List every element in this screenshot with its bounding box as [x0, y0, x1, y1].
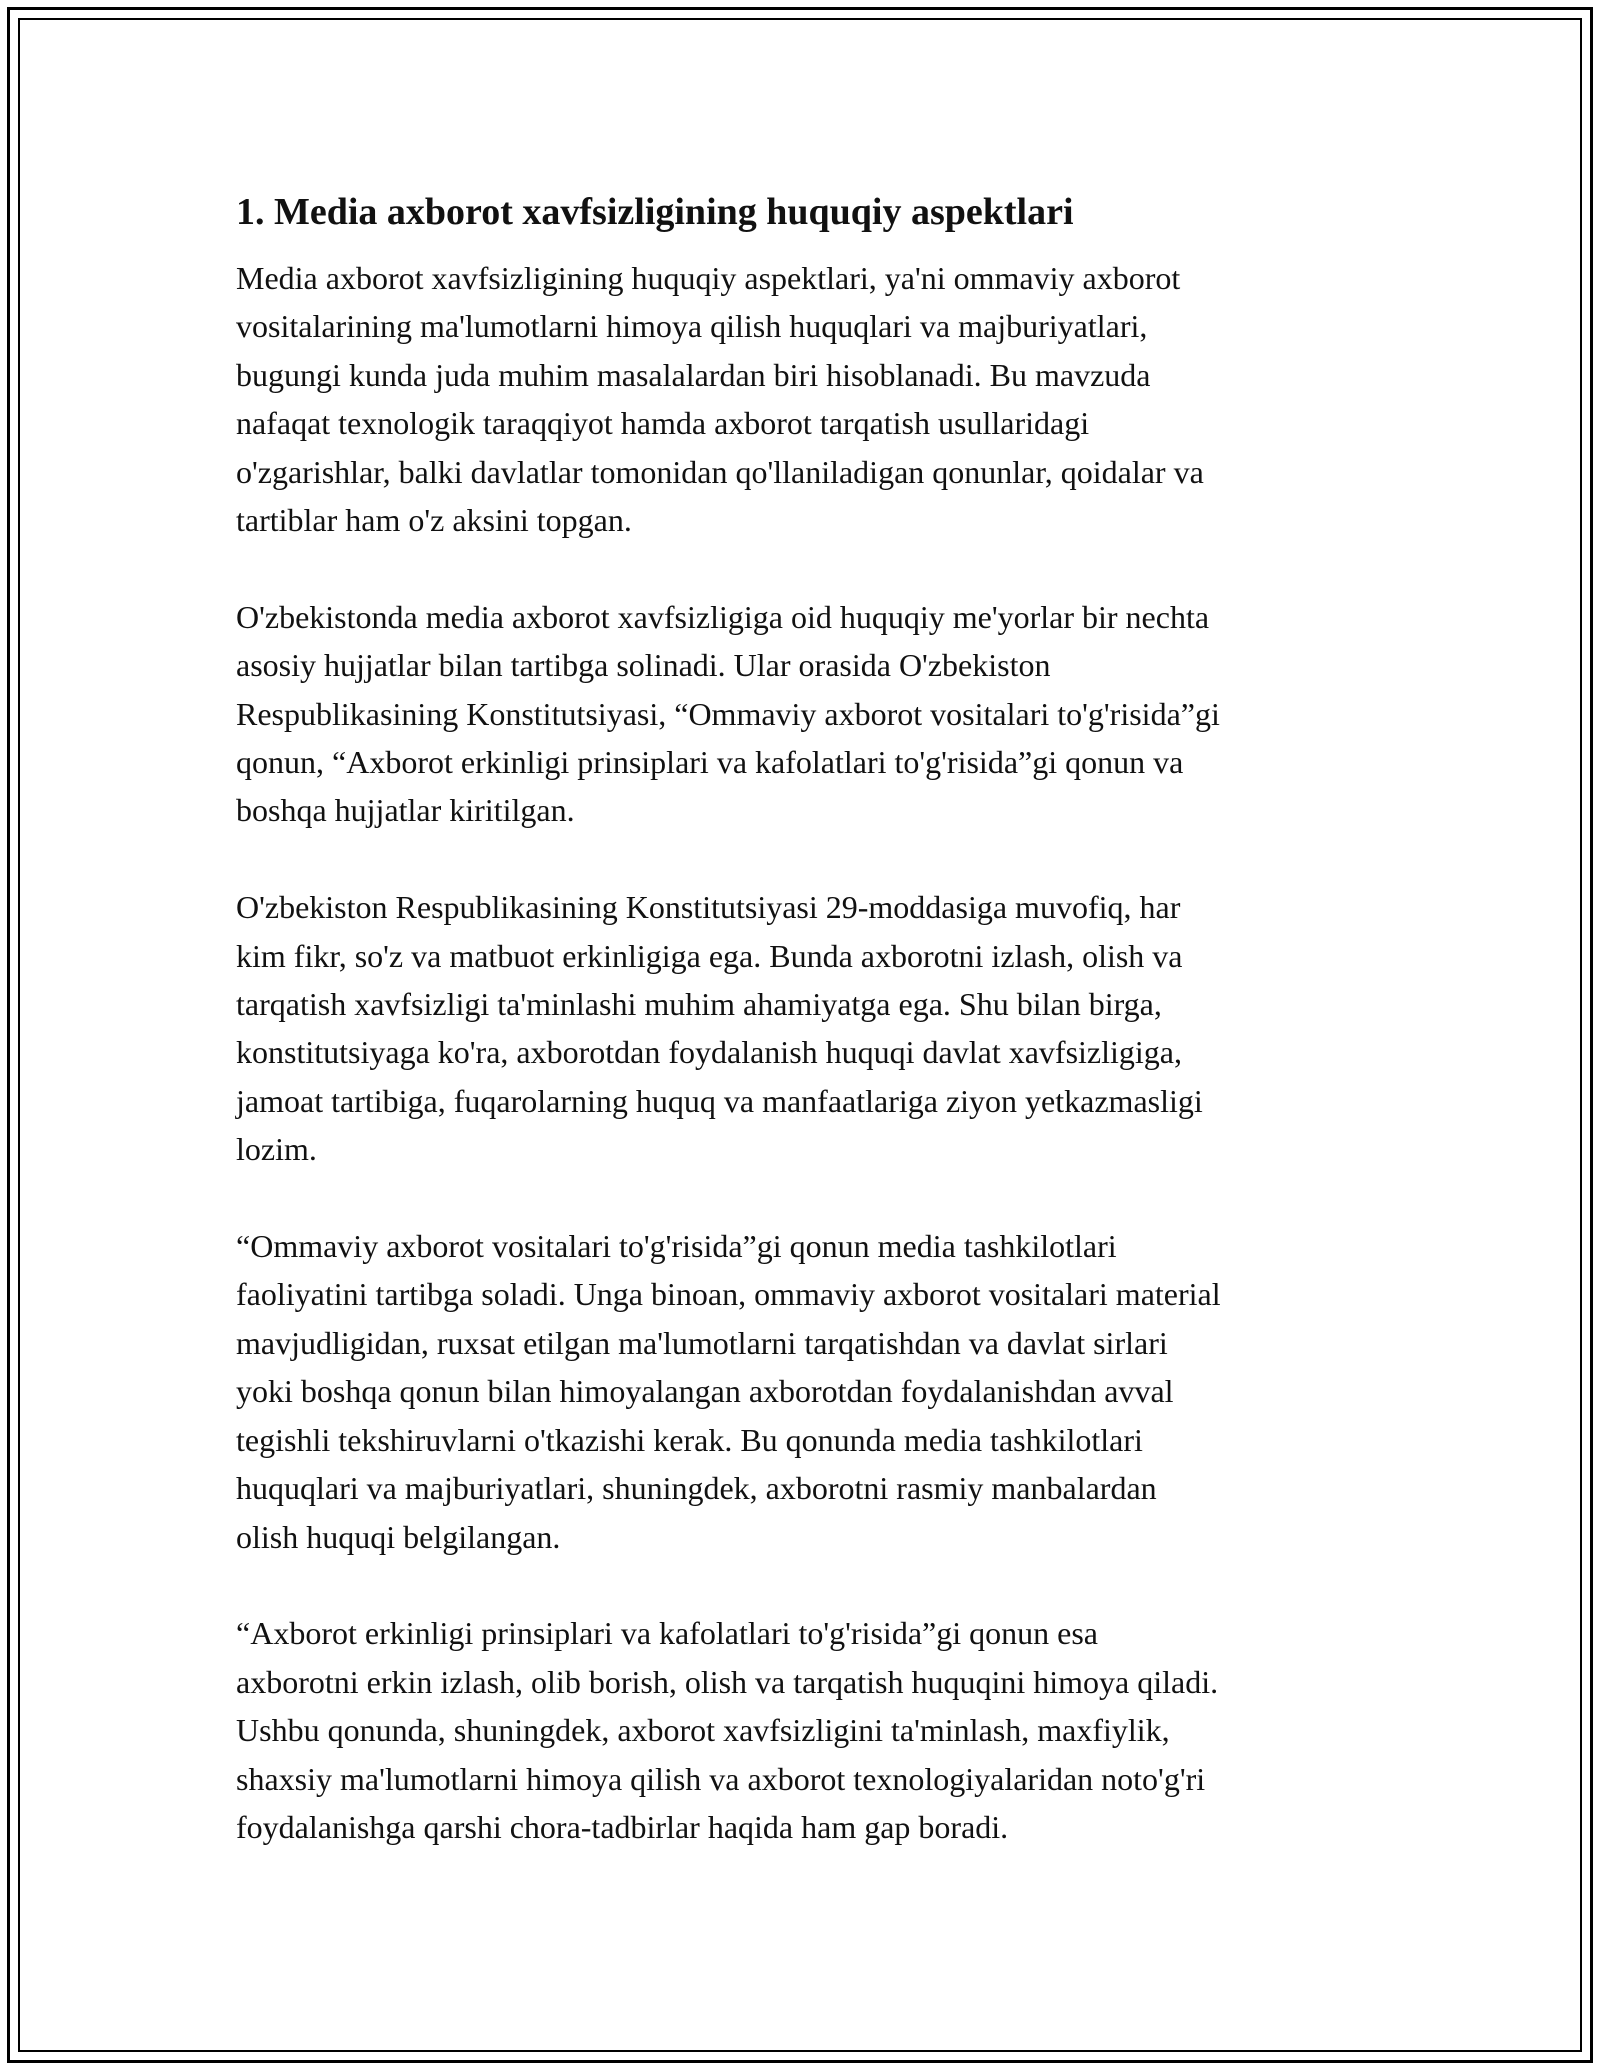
paragraph — [236, 1609, 1382, 1851]
text-line: faoliyatini tartibga soladi. Unga binoan, ommaviy axborot vositalari material — [236, 1276, 1221, 1313]
text-line: vositalarining ma'lumotlarni himoya qilish huquqlari va majburiyatlari, — [236, 308, 1148, 345]
text-line: Ushbu qonunda, shuningdek, axborot xavfsizligini ta'minlash, maxfiylik, — [236, 1712, 1170, 1749]
text-line: kim fikr, so'z va matbuot erkinligiga ega. Bunda axborotni izlash, olish va — [236, 937, 1183, 974]
text-line: tartiblar ham o'z aksini topgan. — [236, 502, 632, 539]
text-line: olish huquqi belgilangan. — [236, 1518, 561, 1555]
paragraph — [236, 254, 1382, 544]
text-line: bugungi kunda juda muhim masalalardan biri hisoblanadi. Bu mavzuda — [236, 356, 1151, 393]
text-line: axborotni erkin izlash, olib borish, olish va tarqatish huquqini himoya qiladi. — [236, 1663, 1219, 1700]
text-line: “Axborot erkinligi prinsiplari va kafolatlari to'g'risida”gi qonun esa — [236, 1615, 1098, 1652]
text-line: tarqatish xavfsizligi ta'minlashi muhim ahamiyatga ega. Shu bilan birga, — [236, 986, 1162, 1023]
paragraph — [236, 883, 1382, 1173]
text-line: tegishli tekshiruvlarni o'tkazishi kerak. Bu qonunda media tashkilotlari — [236, 1421, 1143, 1458]
text-line: foydalanishga qarshi chora-tadbirlar haqida ham gap boradi. — [236, 1808, 1009, 1845]
paragraph — [236, 593, 1382, 835]
text-line: O'zbekiston Respublikasining Konstitutsiyasi 29-moddasiga muvofiq, har — [236, 889, 1181, 926]
text-line: qonun, “Axborot erkinligi prinsiplari va kafolatlari to'g'risida”gi qonun va — [236, 744, 1184, 781]
text-line: konstitutsiyaga ko'ra, axborotdan foydalanish huquqi davlat xavfsizligiga, — [236, 1034, 1182, 1071]
text-line: shaxsiy ma'lumotlarni himoya qilish va axborot texnologiyalaridan noto'g'ri — [236, 1760, 1206, 1797]
text-line: asosiy hujjatlar bilan tartibga solinadi. Ular orasida O'zbekiston — [236, 647, 1051, 684]
text-line: boshqa hujjatlar kiritilgan. — [236, 792, 575, 829]
text-line: o'zgarishlar, balki davlatlar tomonidan qo'llaniladigan qonunlar, qoidalar va — [236, 453, 1204, 490]
paragraph — [236, 1222, 1382, 1561]
text-line: O'zbekistonda media axborot xavfsizligiga oid huquqiy me'yorlar bir nechta — [236, 598, 1210, 635]
text-line: nafaqat texnologik taraqqiyot hamda axborot tarqatish usullaridagi — [236, 405, 1090, 442]
text-line: Respublikasining Konstitutsiyasi, “Ommaviy axborot vositalari to'g'risida”gi — [236, 695, 1220, 732]
text-line: lozim. — [236, 1131, 317, 1168]
document-body — [236, 182, 1382, 1900]
text-line: mavjudligidan, ruxsat etilgan ma'lumotlarni tarqatishdan va davlat sirlari — [236, 1324, 1168, 1361]
text-line: huquqlari va majburiyatlari, shuningdek, axborotni rasmiy manbalardan — [236, 1470, 1157, 1507]
text-line: “Ommaviy axborot vositalari to'g'risida”gi qonun media tashkilotlari — [236, 1228, 1117, 1265]
text-line: yoki boshqa qonun bilan himoyalangan axborotdan foydalanishdan avval — [236, 1373, 1174, 1410]
section-heading: 1. Media axborot xavfsizligining huquqiy aspektlari — [236, 191, 1074, 233]
text-line: Media axborot xavfsizligining huquqiy aspektlari, ya'ni ommaviy axborot — [236, 260, 1181, 296]
text-line: jamoat tartibiga, fuqarolarning huquq va manfaatlariga ziyon yetkazmasligi — [236, 1082, 1203, 1119]
